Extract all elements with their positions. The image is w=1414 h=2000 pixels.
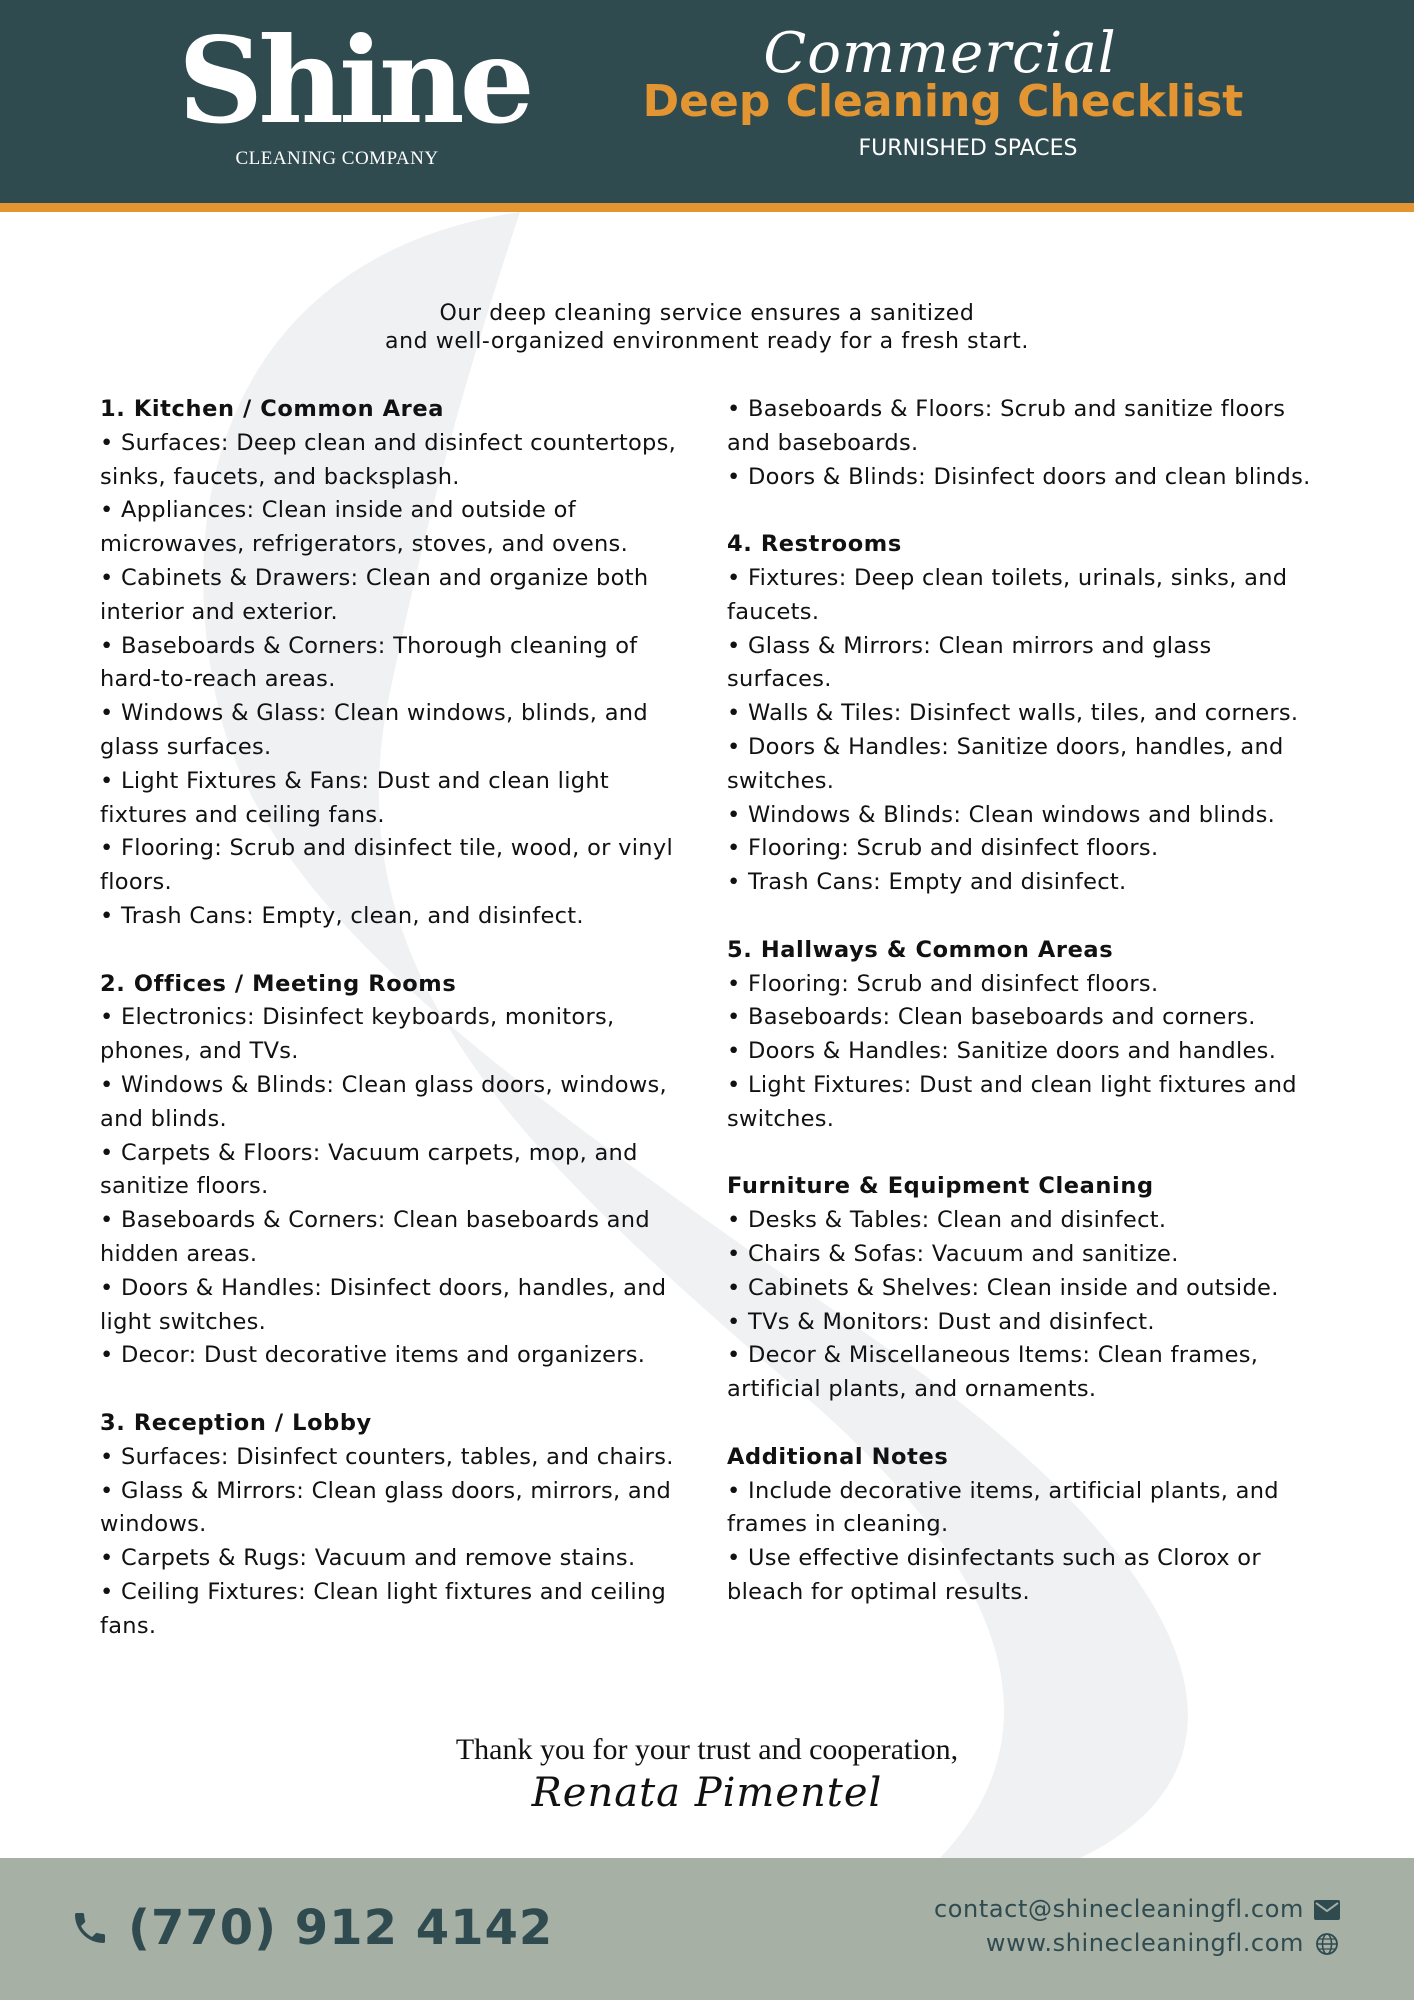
list-item: • Windows & Blinds: Clean windows and blinds. bbox=[727, 801, 1276, 828]
list-item: • Surfaces: Deep clean and disinfect countertops, sinks, faucets, and backsplash. bbox=[100, 429, 677, 490]
section-restrooms bbox=[727, 528, 1317, 900]
list-item: • Doors & Handles: Sanitize doors, handles, and switches. bbox=[727, 733, 1284, 794]
section-offices bbox=[100, 968, 690, 1374]
section-kitchen bbox=[100, 393, 690, 934]
list-item: • Electronics: Disinfect keyboards, monitors, phones, and TVs. bbox=[100, 1004, 615, 1065]
list-item: • Flooring: Scrub and disinfect floors. bbox=[727, 970, 1159, 997]
title-script: Commercial bbox=[763, 21, 1117, 86]
section-title: 2. Offices / Meeting Rooms bbox=[100, 970, 457, 997]
mail-icon bbox=[1314, 1900, 1340, 1920]
intro-line-1: Our deep cleaning service ensures a sanitized bbox=[439, 301, 975, 326]
intro-line-2: and well-organized environment ready for a fresh start. bbox=[385, 329, 1029, 354]
section-title: 1. Kitchen / Common Area bbox=[100, 396, 444, 422]
list-item: • Glass & Mirrors: Clean mirrors and glass surfaces. bbox=[727, 632, 1212, 693]
website-url[interactable]: www.shinecleaningfl.com bbox=[985, 1929, 1304, 1957]
list-item: • Windows & Glass: Clean windows, blinds, and glass surfaces. bbox=[100, 700, 648, 760]
list-item: • Baseboards & Floors: Scrub and sanitize floors and baseboards. bbox=[727, 396, 1286, 456]
section-furniture bbox=[727, 1170, 1317, 1407]
phone-number[interactable]: (770) 912 4142 bbox=[128, 1900, 554, 1956]
list-item: • Fixtures: Deep clean toilets, urinals, sinks, and faucets. bbox=[727, 564, 1288, 625]
section-additional-notes bbox=[727, 1441, 1317, 1610]
section-hallways bbox=[727, 934, 1317, 1137]
section-title: Furniture & Equipment Cleaning bbox=[727, 1173, 1154, 1200]
list-item: • Light Fixtures: Dust and clean light fixtures and switches. bbox=[727, 1071, 1297, 1132]
list-item: • Trash Cans: Empty, clean, and disinfect. bbox=[100, 902, 584, 929]
page-title: Deep Cleaning Checklist bbox=[642, 76, 1244, 127]
phone-icon bbox=[70, 1908, 110, 1948]
list-item: • Chairs & Sofas: Vacuum and sanitize. bbox=[727, 1240, 1179, 1267]
list-item: • Carpets & Rugs: Vacuum and remove stains. bbox=[100, 1545, 636, 1572]
section-reception bbox=[100, 1407, 690, 1644]
page-subtitle: FURNISHED SPACES bbox=[858, 136, 1078, 161]
header-accent-stripe bbox=[0, 203, 1414, 212]
section-title: 5. Hallways & Common Areas bbox=[727, 936, 1114, 963]
list-item: • Baseboards & Corners: Clean baseboards and hidden areas. bbox=[100, 1207, 650, 1267]
list-item: • Ceiling Fixtures: Clean light fixtures and ceiling fans. bbox=[100, 1578, 667, 1639]
list-item: • Baseboards & Corners: Thorough cleaning of hard-to-reach areas. bbox=[100, 632, 638, 693]
list-item: • Doors & Handles: Disinfect doors, handles, and light switches. bbox=[100, 1274, 667, 1335]
list-item: • Appliances: Clean inside and outside of microwaves, refrigerators, stoves, and ovens. bbox=[100, 497, 629, 558]
list-item: • Doors & Blinds: Disinfect doors and clean blinds. bbox=[727, 463, 1311, 490]
logo-tagline: CLEANING COMPANY bbox=[235, 148, 439, 169]
checklist-left-column bbox=[100, 393, 690, 1677]
list-item: • Carpets & Floors: Vacuum carpets, mop, and sanitize floors. bbox=[100, 1139, 638, 1200]
list-item: • Include decorative items, artificial plants, and frames in cleaning. bbox=[727, 1477, 1279, 1538]
logo-wordmark: Shine bbox=[178, 11, 530, 150]
checklist-right-column bbox=[727, 393, 1317, 1643]
list-item: • Desks & Tables: Clean and disinfect. bbox=[727, 1207, 1167, 1234]
list-item: • Windows & Blinds: Clean glass doors, windows, and blinds. bbox=[100, 1071, 667, 1132]
signature: Renata Pimentel bbox=[531, 1770, 883, 1816]
list-item: • Flooring: Scrub and disinfect floors. bbox=[727, 835, 1159, 862]
list-item: • Cabinets & Shelves: Clean inside and outside. bbox=[727, 1274, 1279, 1301]
intro-text bbox=[200, 300, 1214, 356]
list-item: • Surfaces: Disinfect counters, tables, and chairs. bbox=[100, 1443, 674, 1470]
section-title: 3. Reception / Lobby bbox=[100, 1409, 372, 1436]
email-address[interactable]: contact@shinecleaningfl.com bbox=[933, 1895, 1304, 1923]
list-item: • Trash Cans: Empty and disinfect. bbox=[727, 869, 1127, 896]
list-item: • Cabinets & Drawers: Clean and organize both interior and exterior. bbox=[100, 564, 649, 625]
closing-thanks: Thank you for your trust and cooperation, bbox=[455, 1733, 959, 1766]
list-item: • Light Fixtures & Fans: Dust and clean light fixtures and ceiling fans. bbox=[100, 767, 610, 828]
list-item: • Baseboards: Clean baseboards and corners. bbox=[727, 1004, 1256, 1031]
globe-icon bbox=[1315, 1932, 1339, 1956]
list-item: • Glass & Mirrors: Clean glass doors, mirrors, and windows. bbox=[100, 1477, 672, 1538]
section-title: 4. Restrooms bbox=[727, 531, 902, 558]
section-reception-continued bbox=[727, 393, 1317, 494]
list-item: • Decor: Dust decorative items and organizers. bbox=[100, 1342, 646, 1369]
list-item: • Doors & Handles: Sanitize doors and handles. bbox=[727, 1038, 1277, 1065]
section-title: Additional Notes bbox=[727, 1443, 949, 1470]
list-item: • Decor & Miscellaneous Items: Clean frames, artificial plants, and ornaments. bbox=[727, 1342, 1259, 1403]
list-item: • Flooring: Scrub and disinfect tile, wood, or vinyl floors. bbox=[100, 835, 674, 896]
list-item: • Use effective disinfectants such as Clorox or bleach for optimal results. bbox=[727, 1545, 1261, 1605]
list-item: • Walls & Tiles: Disinfect walls, tiles, and corners. bbox=[727, 700, 1299, 727]
list-item: • TVs & Monitors: Dust and disinfect. bbox=[727, 1308, 1155, 1335]
